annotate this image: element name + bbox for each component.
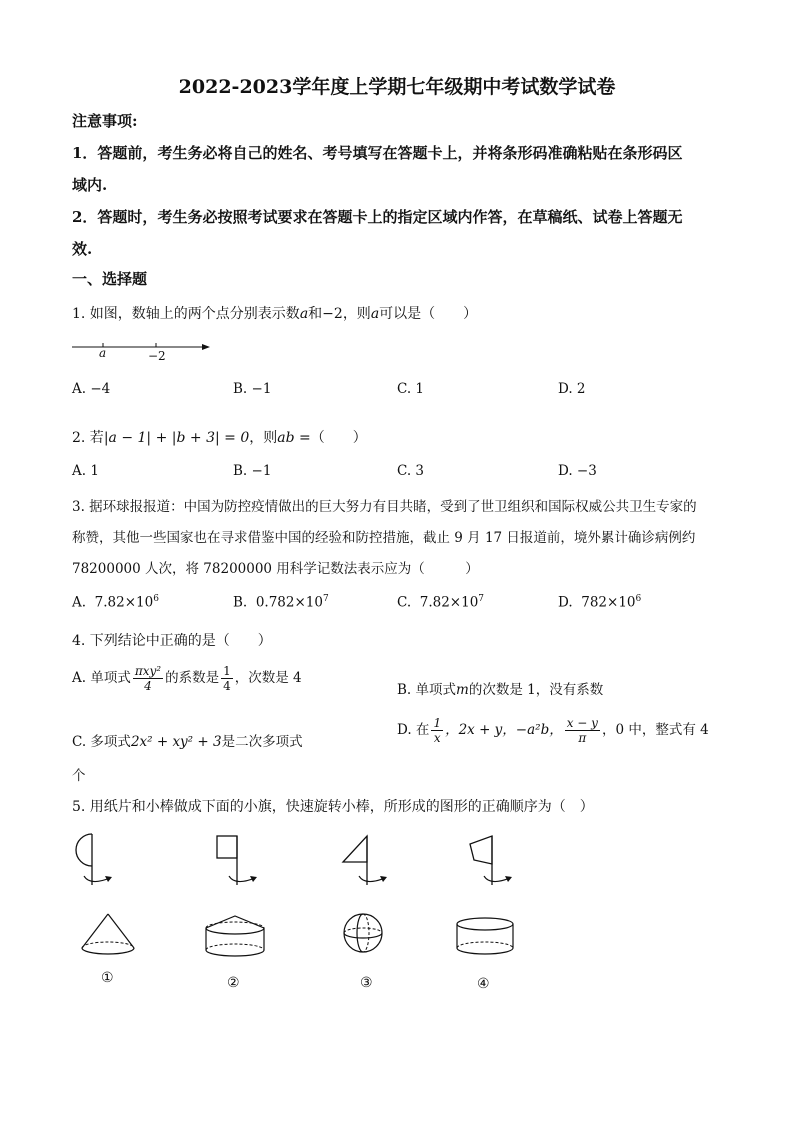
q3-option-c: C. $7.82\times 10^7$ (397, 594, 485, 611)
axis-label-minus2: −2 (148, 349, 166, 363)
q1-option-c: C. 1 (397, 381, 425, 397)
figure-label-3: ③ (360, 975, 373, 991)
axis-label-a: a (99, 346, 107, 360)
q4-option-c: C. 多项式2x² + xy² + 3是二次多项式 (72, 734, 303, 750)
notice-item2-line1: 2．答题时，考生务必按照考试要求在答题卡上的指定区域内作答，在草稿纸、试卷上答题无 (72, 208, 683, 226)
q3-option-a: A. $7.82\times 10^6$ (72, 594, 159, 611)
q2-option-b: B. −1 (233, 463, 272, 479)
notice-item1-line2: 域内. (72, 176, 108, 194)
q3-line1: 3. 据环球报报道：中国为防控疫情做出的巨大努力有目共睹，受到了世卫组织和国际权威公共卫生专家的 (72, 499, 697, 515)
q3-option-b: B. $0.782\times 10^7$ (233, 594, 329, 611)
page-title: 2022-2023学年度上学期七年级期中考试数学试卷 (178, 76, 616, 98)
q5-stem: 5. 用纸片和小棒做成下面的小旗，快速旋转小棒，所形成的图形的正确顺序为（ ） (72, 799, 594, 815)
flag-square-figure (205, 830, 265, 890)
flag-semicircle-figure (70, 830, 130, 890)
q4-option-d-continued: 个 (72, 768, 86, 784)
q2-option-d: D. −3 (558, 463, 597, 479)
sphere-figure (340, 910, 390, 960)
cone-figure (78, 912, 138, 962)
q2-option-a: A. 1 (72, 463, 99, 479)
notice-item2-line2: 效. (72, 240, 93, 258)
q4-option-d: D. 在 $\frac{1}{x}$ ，2x + y，−a²b， $\frac{x - y}{\pi}$ ，0 中，整式有 4 (397, 716, 709, 745)
q4-option-a: A. 单项式 $\frac{\text{πxy²}}{4}$ 的系数是 $\frac{1}{4}$ ，次数是 4 (72, 664, 302, 693)
q2-stem: 2. 若|a − 1| + |b + 3| = 0，则ab =（ ） (72, 430, 367, 446)
figure-label-1: ① (101, 970, 114, 986)
section-heading: 一、选择题 (72, 270, 148, 288)
q3-option-d: D. $782\times 10^6$ (558, 594, 642, 611)
flag-triangle-figure (335, 830, 395, 890)
q1-option-d: D. 2 (558, 381, 586, 397)
cylinder-figure (452, 914, 518, 964)
q1-option-a: A. −4 (72, 381, 111, 397)
q1-stem: 1. 如图，数轴上的两个点分别表示数a和−2，则a可以是（ ） (72, 306, 478, 322)
q2-option-c: C. 3 (397, 463, 425, 479)
q3-line3: 78200000 人次，将 78200000 用科学记数法表示应为（ ） (72, 561, 479, 577)
notice-item1-line1: 1．答题前，考生务必将自己的姓名、考号填写在答题卡上，并将条形码准确粘贴在条形码区 (72, 144, 683, 162)
figure-label-4: ④ (477, 976, 490, 992)
figure-label-2: ② (227, 975, 240, 991)
q4-stem: 4. 下列结论中正确的是（ ） (72, 633, 272, 649)
number-line-figure (72, 337, 217, 367)
q4-option-b: B. 单项式m的次数是 1，没有系数 (397, 682, 604, 698)
q3-line2: 称赞，其他一些国家也在寻求借鉴中国的经验和防控措施，截止 9 月 17 日报道前，境外累计确诊病例约 (72, 530, 696, 546)
notice-heading: 注意事项: (72, 112, 138, 130)
cylinder-cone-figure (202, 912, 268, 962)
flag-trapezoid-figure (460, 830, 520, 890)
q1-option-b: B. −1 (233, 381, 272, 397)
